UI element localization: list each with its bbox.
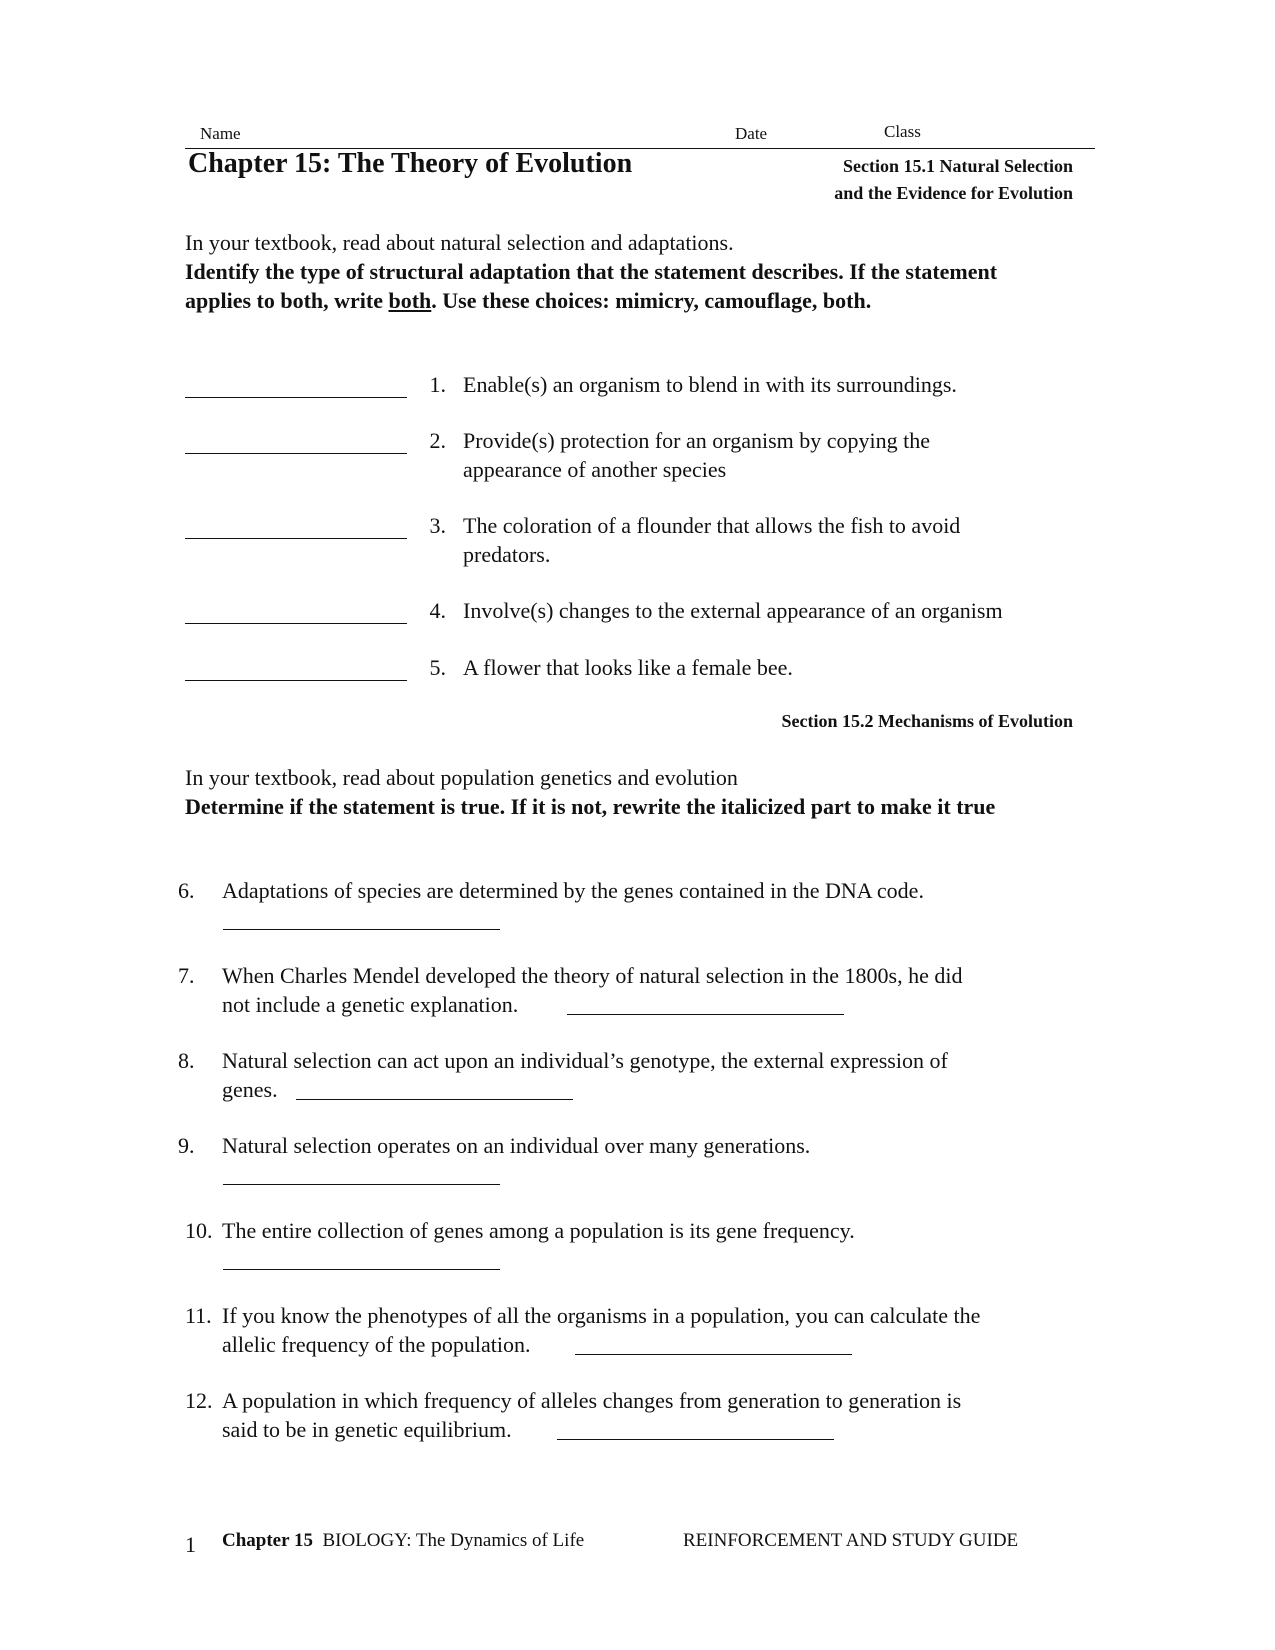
section-15-1-title: [834, 153, 1073, 207]
item-text-line2: allelic frequency of the population.: [222, 1332, 531, 1357]
answer-blank-11[interactable]: [575, 1354, 852, 1355]
answer-blank-8[interactable]: [296, 1099, 573, 1100]
answer-blank-12[interactable]: [557, 1439, 834, 1440]
answer-blank-9[interactable]: [223, 1184, 500, 1185]
item-text-line1: Enable(s) an organism to blend in with its surroundings.: [463, 372, 957, 397]
answer-blank-3[interactable]: [185, 538, 407, 539]
item-text-line1: The entire collection of genes among a population is its gene frequency.: [222, 1218, 855, 1243]
answer-blank-4[interactable]: [185, 623, 407, 624]
item-number: 9.: [178, 1133, 195, 1158]
item-text-line1: When Charles Mendel developed the theory of natural selection in the 1800s, he did: [222, 963, 963, 988]
item-text-line1: Provide(s) protection for an organism by copying the: [463, 428, 930, 453]
item-number: 8.: [178, 1048, 195, 1073]
answer-blank-10[interactable]: [223, 1269, 500, 1270]
answer-blank-5[interactable]: [185, 680, 407, 681]
item-number: 11.: [185, 1303, 212, 1328]
item-number: 7.: [178, 963, 195, 988]
item-number: 5.: [429, 655, 446, 680]
part1-instruction-both: both: [388, 288, 432, 313]
answer-blank-7[interactable]: [567, 1014, 844, 1015]
part1-instruction: [185, 257, 1045, 315]
item-text-line1: Natural selection operates on an individual over many generations.: [222, 1133, 811, 1158]
answer-blank-1[interactable]: [185, 397, 407, 398]
chapter-title: Chapter 15: The Theory of Evolution: [188, 148, 633, 179]
class-label: Class: [884, 122, 921, 141]
item-number: 3.: [429, 513, 446, 538]
item-text-line1: Natural selection can act upon an individual’s genotype, the external expression of: [222, 1048, 948, 1073]
page-number: 1: [185, 1532, 196, 1557]
item-text-line2: not include a genetic explanation.: [222, 992, 519, 1017]
item-text-line1: A population in which frequency of alleles changes from generation to generation is: [222, 1388, 962, 1413]
item-text-line2: genes.: [222, 1077, 278, 1102]
item-text-line1: If you know the phenotypes of all the organisms in a population, you can calculate the: [222, 1303, 981, 1328]
part2-intro: In your textbook, read about population genetics and evolution: [185, 765, 738, 790]
item-text-line1: Adaptations of species are determined by the genes contained in the DNA code.: [222, 878, 924, 903]
item-text-line2: appearance of another species: [463, 457, 727, 482]
item-number: 6.: [178, 878, 195, 903]
part1-intro: In your textbook, read about natural selection and adaptations.: [185, 230, 734, 255]
item-text-line1: Involve(s) changes to the external appearance of an organism: [463, 598, 1003, 623]
footer-book: BIOLOGY: The Dynamics of Life: [322, 1530, 585, 1551]
item-text-line2: predators.: [463, 542, 551, 567]
item-number: 12.: [185, 1388, 213, 1413]
name-label: Name: [200, 124, 241, 143]
item-number: 2.: [429, 428, 446, 453]
section-15-1-line1: Section 15.1 Natural Selection: [843, 156, 1073, 176]
footer-chapter: Chapter 15: [222, 1530, 313, 1551]
item-number: 1.: [429, 372, 446, 397]
answer-blank-2[interactable]: [185, 453, 407, 454]
section-15-1-line2: and the Evidence for Evolution: [834, 183, 1073, 203]
section-15-2-title: Section 15.2 Mechanisms of Evolution: [781, 711, 1073, 731]
date-label: Date: [735, 124, 768, 143]
part1-instruction-b: . Use these choices: mimicry, camouflage, both.: [431, 288, 872, 313]
item-text-line1: The coloration of a flounder that allows the fish to avoid: [463, 513, 961, 538]
part1-instruction-a: Identify the type of structural adaptation that the statement describes. If the statement applies to both, write: [185, 259, 998, 313]
item-text-line2: said to be in genetic equilibrium.: [222, 1417, 512, 1442]
footer-left: [222, 1530, 584, 1552]
item-text-line1: A flower that looks like a female bee.: [463, 655, 793, 680]
item-number: 10.: [185, 1218, 213, 1243]
answer-blank-6[interactable]: [223, 929, 500, 930]
part2-instruction: Determine if the statement is true. If it is not, rewrite the italicized part to make it true: [185, 794, 996, 819]
item-number: 4.: [429, 598, 446, 623]
footer-guide: REINFORCEMENT AND STUDY GUIDE: [683, 1530, 1019, 1551]
